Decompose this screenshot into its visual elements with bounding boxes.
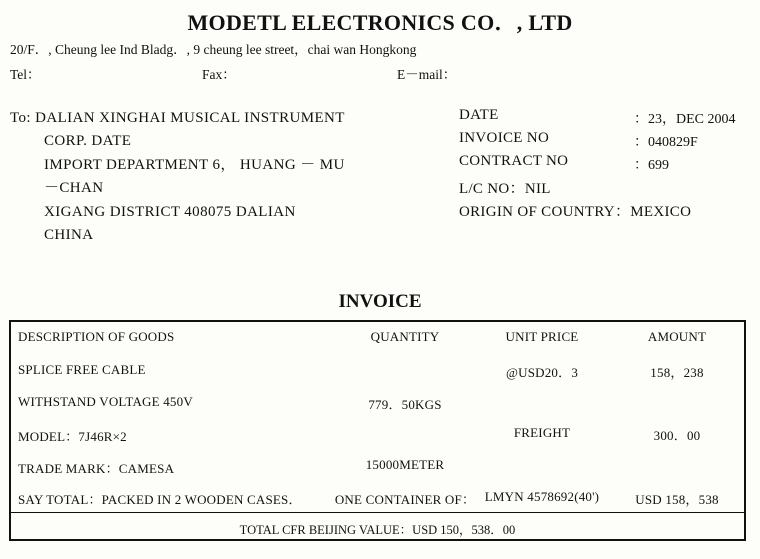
recipient-address <box>10 107 345 247</box>
recipient-line: To: DALIAN XINGHAI MUSICAL INSTRUMENT <box>10 110 345 126</box>
table-row-amount: 158，238 <box>650 365 704 380</box>
table-row-unit-price: FREIGHT <box>513 425 571 440</box>
table-row-description: WITHSTAND VOLTAGE 450V <box>18 394 193 409</box>
table-row-amount: USD 158，538 <box>635 492 719 507</box>
recipient-line: CORP. DATE <box>44 133 132 150</box>
recipient-line: IMPORT DEPARTMENT 6， HUANG － MU <box>44 156 345 173</box>
recipient-line: XIGANG DISTRICT 408075 DALIAN <box>44 203 296 220</box>
contract-no-value: ：699 <box>634 158 669 173</box>
invoice-no-value: ：040829F <box>634 135 698 150</box>
invoice-table <box>9 320 746 541</box>
fax-label: Fax： <box>202 67 236 82</box>
table-row-description: TRADE MARK：CAMESA <box>18 461 175 476</box>
header-description: DESCRIPTION OF GOODS <box>18 329 175 344</box>
header-amount: AMOUNT <box>647 329 707 344</box>
email-label: E－mail： <box>397 67 457 82</box>
table-row-description: SPLICE FREE CABLE <box>18 362 146 377</box>
recipient-line: －CHAN <box>44 180 104 197</box>
table-row-amount: 300．00 <box>653 428 701 443</box>
table-row-description: SAY TOTAL：PACKED IN 2 WOODEN CASES． <box>18 492 302 507</box>
table-row-quantity: ONE CONTAINER OF： <box>334 492 476 507</box>
table-row-quantity: 779．50KGS <box>368 397 442 412</box>
invoice-title: INVOICE <box>338 291 422 312</box>
table-row-description: MODEL：7J46R×2 <box>18 429 127 444</box>
recipient-line: CHINA <box>44 227 94 244</box>
date-value: ：23，DEC 2004 <box>634 112 736 127</box>
table-row-quantity: 15000METER <box>365 457 445 472</box>
lc-no: L/C NO：NIL <box>459 181 551 197</box>
contract-no-label: CONTRACT NO <box>459 153 569 169</box>
table-row-unit-price: @USD20．3 <box>505 365 579 380</box>
company-address: 20/F．, Cheung lee Ind Bladg．, 9 cheung lee street，chai wan Hongkong <box>10 42 417 57</box>
tel-label: Tel： <box>10 67 41 82</box>
table-row-unit-price: LMYN 4578692(40') <box>484 489 600 504</box>
total-divider <box>11 512 744 513</box>
total-value: TOTAL CFR BEIJING VALUE：USD 150，538．00 <box>239 523 516 537</box>
invoice-no-label: INVOICE NO <box>459 130 550 146</box>
header-quantity: QUANTITY <box>370 329 440 344</box>
date-label: DATE <box>459 107 499 123</box>
origin-country: ORIGIN OF COUNTRY：MEXICO <box>459 204 692 220</box>
header-unit-price: UNIT PRICE <box>505 329 579 344</box>
company-name: MODETL ELECTRONICS CO．, LTD <box>187 10 573 35</box>
